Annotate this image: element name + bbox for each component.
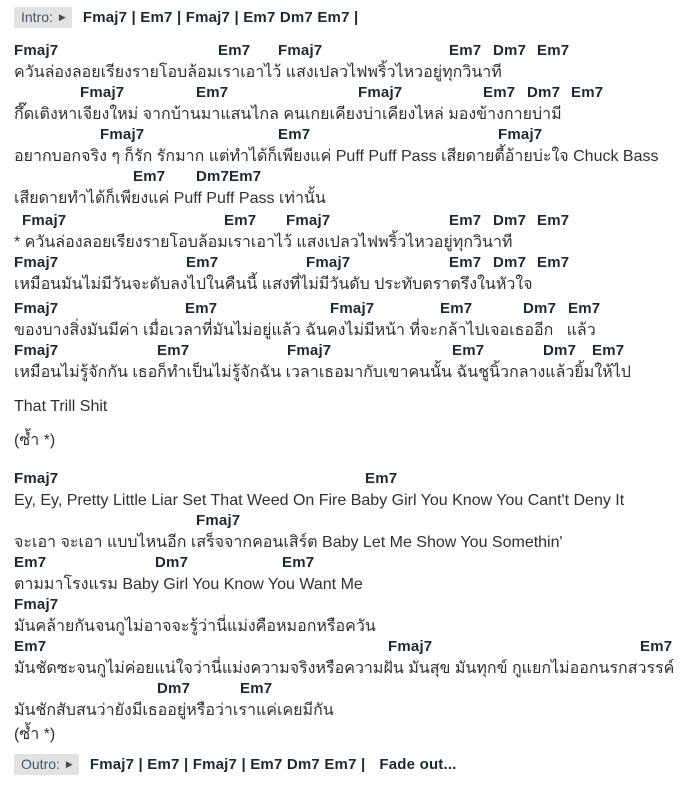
section-chorus [14,211,680,295]
lyric-line: มันคล้ายกันจนกูไม่อาจจะรู้ว่านี่แม่งคือหมอกหรือควัน [14,618,376,635]
chord: Em7 [568,300,601,317]
chord-line [14,125,680,146]
chord: Em7 [449,212,482,229]
chord-line [14,511,680,532]
lyric-line: จะเอา จะเอา แบบไหนอีก เสร็จจากคอนเสิร์ต Baby Let Me Show You Somethin' [14,534,563,551]
lyric-line: ของบางสิ่งมันมีค่า เมื่อเวลาที่มันไม่อยู่แล้ว ฉันคงไม่มีหน้า ที่จะกล้าไปเจอเธออีก แล้ว [14,322,596,339]
intro-chords: Fmaj7 | Em7 | Fmaj7 | Em7 Dm7 Em7 | [82,8,359,26]
chord: Dm7 [493,254,527,271]
chord: Fmaj7 [100,126,145,143]
chord: Em7 [640,638,673,655]
chord: Em7 [185,300,218,317]
lyric-line: Ey, Ey, Pretty Little Liar Set That Weed On Fire Baby Girl You Know You Cant't Deny It [14,492,625,509]
chord: Em7 [282,554,315,571]
chord: Dm7 [157,680,191,697]
chord: Fmaj7 [330,300,375,317]
repeat-marker: (ซ้ำ *) [14,726,56,743]
outro-badge-label: Outro: [21,755,60,772]
outro-chords: Fmaj7 | Em7 | Fmaj7 | Em7 Dm7 Em7 | [89,755,366,773]
chord: Fmaj7 [286,212,331,229]
lyric-line: อยากบอกจริง ๆ ก็รัก รักมาก แต่ทำได้ก็เพียงแค่ Puff Puff Pass เสียดายตี้อ้ายบ่ะใจ Chuck Bass [14,148,659,165]
chord-line [14,83,680,104]
section-verse-1 [14,41,680,209]
section-rap [14,469,680,721]
chord: Em7 [537,212,570,229]
chord: Dm7 [527,84,561,101]
chord: Em7 [483,84,516,101]
chord: Em7 [452,342,485,359]
chord: Em7 [449,42,482,59]
chord: Em7 [365,470,398,487]
chord-line [14,595,680,616]
chord: Dm7 [196,168,230,185]
section-adlib [14,396,680,417]
chord: Dm7 [155,554,189,571]
play-arrow-icon: ▶ [65,758,73,769]
lyric-line: เหมือนมันไม่มีวันจะดับลงไปในคืนนี้ แสงที่ไม่มีวันดับ ประทับตราตรึงในหัวใจ [14,276,533,293]
outro-badge[interactable] [14,754,79,775]
play-arrow-icon: ▶ [58,11,66,22]
chord-line [14,211,680,232]
chord: Fmaj7 [358,84,403,101]
chord: Em7 [592,342,625,359]
chord: Fmaj7 [278,42,323,59]
chord: Em7 [196,84,229,101]
chord: Dm7 [543,342,577,359]
lyric-line: เหมือนไม่รู้จักกัน เธอก็ทำเป็นไม่รู้จักฉัน เวลาเธอมากับเขาคนนั้น ฉันชูนิ้วกลางแล้วยิ้มให้ไป [14,364,631,381]
chord: Dm7 [493,42,527,59]
chord: Em7 [440,300,473,317]
chord: Fmaj7 [388,638,433,655]
chord: Fmaj7 [14,254,59,271]
lyric-line: มันชักสับสนว่ายังมีเธออยู่หรือว่าเราแค่เคยมีกัน [14,702,334,719]
adlib-line: That Trill Shit [14,398,108,415]
chord: Em7 [229,168,262,185]
chord-line [14,553,680,574]
chord: Em7 [571,84,604,101]
lyric-line: * ควันล่องลอยเรียงรายโอบล้อมเราเอาไว้ แสงเปลวไฟพริ้วไหวอยู่ทุกวินาที [14,234,513,251]
chord: Em7 [186,254,219,271]
section-repeat-1 [14,430,680,451]
chord: Fmaj7 [196,512,241,529]
chord-line [14,679,680,700]
chord: Fmaj7 [14,342,59,359]
intro-badge[interactable] [14,7,72,28]
chord: Em7 [157,342,190,359]
lyric-line: มันชัดซะจนกูไม่ค่อยแน่ใจว่านี่แม่งความจริงหรือความฝัน มันสุข มันทุกข์ กูแยกไม่ออกนรกสวรรค์ [14,660,675,677]
chord: Fmaj7 [498,126,543,143]
chord: Fmaj7 [14,596,59,613]
chord: Fmaj7 [22,212,67,229]
chord: Em7 [537,42,570,59]
chord: Em7 [240,680,273,697]
section-repeat-2 [14,724,680,745]
chord: Em7 [537,254,570,271]
song-body [14,41,680,745]
chord: Em7 [449,254,482,271]
chord: Dm7 [523,300,557,317]
chord: Em7 [133,168,166,185]
chord: Em7 [14,554,47,571]
fade-out-label: Fade out... [379,755,457,773]
lyric-line: กึ๊ดเติงหาเจียงใหม่ จากบ้านมาแสนไกล คนเกยเคียงบ่าเคียงไหล่ มองข้างกายบ่ามี [14,106,562,123]
outro-row [14,753,680,775]
intro-row [14,6,680,28]
chord: Fmaj7 [14,300,59,317]
chord: Fmaj7 [14,42,59,59]
chord: Fmaj7 [80,84,125,101]
intro-badge-label: Intro: [21,8,53,25]
chord-line [14,41,680,62]
chord-line [14,469,680,490]
chord-line [14,253,680,274]
lyric-line: ควันล่องลอยเรียงรายโอบล้อมเราเอาไว้ แสงเปลวไฟพริ้วไหวอยู่ทุกวินาที [14,64,502,81]
chord-line [14,167,680,188]
chord: Fmaj7 [306,254,351,271]
lyric-line: ตามมาโรงแรม Baby Girl You Know You Want Me [14,576,363,593]
chord: Dm7 [493,212,527,229]
chord: Em7 [278,126,311,143]
chord-line [14,637,680,658]
chord-line [14,299,680,320]
chord: Fmaj7 [14,470,59,487]
section-verse-2 [14,299,680,383]
chord-line [14,341,680,362]
chord: Em7 [14,638,47,655]
repeat-marker: (ซ้ำ *) [14,432,56,449]
chord: Fmaj7 [287,342,332,359]
chord: Em7 [218,42,251,59]
lyric-line: เสียดายทำได้ก็เพียงแค่ Puff Puff Pass เท่านั้น [14,190,326,207]
chord: Em7 [224,212,257,229]
